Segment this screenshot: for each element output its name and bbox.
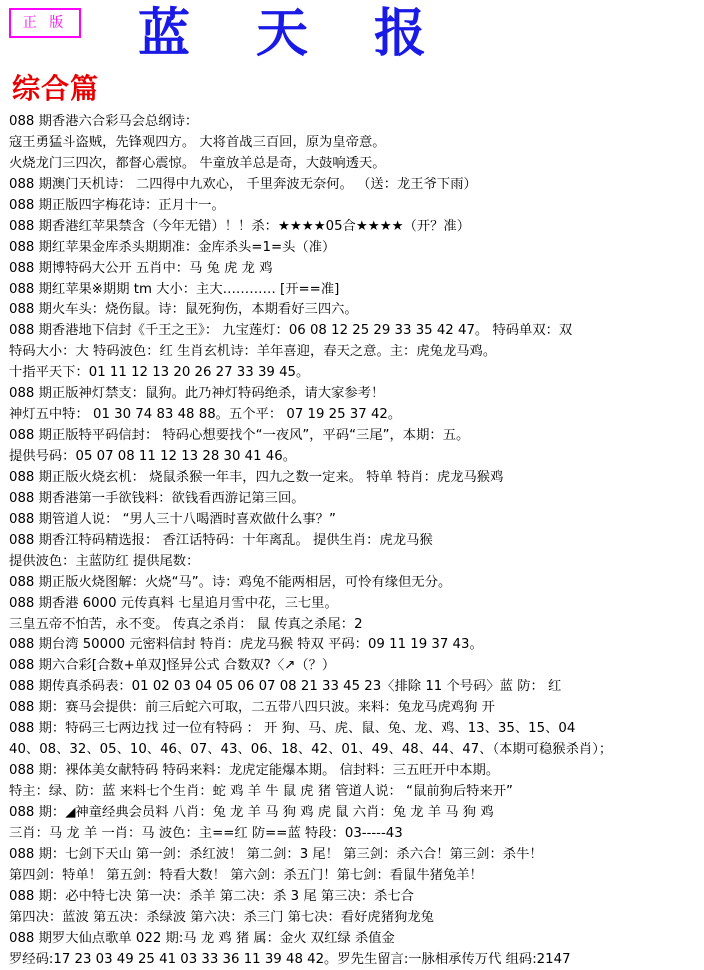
text-line: 火烧龙门三四次，都督心震惊。 牛童放羊总是奇，大鼓响透天。 (9, 154, 699, 175)
text-line: 088 期香港第一手欲钱料：欲钱看西游记第三回。 (9, 489, 699, 510)
text-line: 三肖：马 龙 羊 一肖：马 波色：主==红 防==蓝 特段：03-----43 (9, 824, 699, 845)
text-line: 088 期：赛马会提供：前三后蛇六可取，二五带八四只波。来料：兔龙马虎鸡狗 开 (9, 698, 699, 719)
text-line: 088 期正版特平码信封： 特码心想要找个“一夜风”，平码“三尾”，本期：五。 (9, 426, 699, 447)
text-line: 088 期香港六合彩马会总纲诗： (9, 112, 699, 133)
text-line: 088 期罗大仙点歌单 022 期:马 龙 鸡 猪 属：金火 双红绿 杀值金 (9, 929, 699, 950)
text-line: 088 期正版火烧图解：火烧“马”。诗：鸡兔不能两相居，可怜有缘但无分。 (9, 573, 699, 594)
text-line: 088 期香江特码精选报： 香江话特码：十年离乱。 提供生肖：虎龙马猴 (9, 531, 699, 552)
text-line: 088 期：◢神童经典会员料 八肖：兔 龙 羊 马 狗 鸡 虎 鼠 六肖：兔 龙 羊 马 狗 鸡 (9, 803, 699, 824)
text-line: 40、08、32、05、10、46、07、43、06、18、42、01、49、48、44、47、（本期可稳猴杀肖）； (9, 740, 699, 761)
edition-badge: 正 版 (9, 8, 81, 38)
text-line: 神灯五中特： 01 30 74 83 48 88。五个平： 07 19 25 37 42。 (9, 405, 699, 426)
text-line: 088 期火车头：烧伤鼠。诗：鼠死狗伤，本期看好三四六。 (9, 300, 699, 321)
text-line: 088 期红苹果※期期 tm 大小：主大………… [开==准] (9, 280, 699, 301)
text-line: 088 期香港地下信封《千王之王》： 九宝莲灯：06 08 12 25 29 33 35 42 47。 特码单双：双 (9, 321, 699, 342)
text-line: 特主：绿、防：蓝 来料七个生肖：蛇 鸡 羊 牛 鼠 虎 猪 管道人说： “鼠前狗后特来开” (9, 782, 699, 803)
text-line: 088 期：特码三七两边找 过一位有特码 ： 开 狗、马、虎、鼠、兔、龙、鸡、13、35、15、04 (9, 719, 699, 740)
text-line: 088 期：必中特七决 第一决：杀羊 第二决：杀 3 尾 第三决：杀七合 (9, 887, 699, 908)
text-line: 088 期正版神灯禁支：鼠狗。此乃神灯特码绝杀，请大家参考！ (9, 384, 699, 405)
section-title: 综合篇 (12, 70, 99, 108)
text-line: 特码大小：大 特码波色：红 生肖玄机诗：羊年喜迎，春天之意。主：虎兔龙马鸡。 (9, 342, 699, 363)
text-line: 第四剑：特单！ 第五剑：特看大数！ 第六剑：杀五门！第七剑：看鼠牛猪兔羊！ (9, 866, 699, 887)
text-line: 088 期传真杀码表：01 02 03 04 05 06 07 08 21 33 45 23〈排除 11 个号码〉蓝 防： 红 (9, 677, 699, 698)
text-line: 088 期台湾 50000 元密料信封 特肖：虎龙马猴 特双 平码：09 11 19 37 43。 (9, 635, 699, 656)
text-line: 088 期红苹果金库杀头期期准：金库杀头=1=头（准） (9, 238, 699, 259)
text-line: 第四决：蓝波 第五决：杀绿波 第六决：杀三门 第七决：看好虎猪狗龙兔 (9, 908, 699, 929)
text-line: 088 期：七剑下天山 第一剑：杀红波！ 第二剑：3 尾！ 第三剑：杀六合！第三剑：杀牛！ (9, 845, 699, 866)
text-line: 十指平天下：01 11 12 13 20 26 27 33 39 45。 (9, 363, 699, 384)
text-line: 088 期正版火烧玄机： 烧鼠杀猴一年丰，四九之数一定来。 特单 特肖：虎龙马猴鸡 (9, 468, 699, 489)
text-line: 088 期管道人说： “男人三十八喝酒时喜欢做什么事？” (9, 510, 699, 531)
text-line: 088 期正版四字梅花诗：正月十一。 (9, 196, 699, 217)
text-line: 088 期六合彩[合数+单双]怪异公式 合数双?〈↗（？） (9, 656, 699, 677)
text-line: 088 期香港红苹果禁含（今年无错）！！杀：★★★★05合★★★★（开？准） (9, 217, 699, 238)
text-line: 三皇五帝不怕苦，永不变。 传真之杀肖： 鼠 传真之杀尾：2 (9, 615, 699, 636)
text-line: 088 期：裸体美女献特码 特码来料：龙虎定能爆本期。 信封料：三五旺开中本期。 (9, 761, 699, 782)
text-line: 提供波色：主蓝防红 提供尾数： (9, 552, 699, 573)
content-lines (9, 112, 699, 970)
text-line: 088 期澳门天机诗： 二四得中九欢心， 千里奔波无奈何。 （送：龙王爷下雨） (9, 175, 699, 196)
text-line: 寇王勇猛斗盗贼，先锋观四方。 大将首战三百回，原为皇帝意。 (9, 133, 699, 154)
text-line: 罗经码:17 23 03 49 25 41 03 33 36 11 39 48 42。罗先生留言:一脉相承传万代 组码:2147 (9, 950, 699, 970)
text-line: 088 期博特码大公开 五肖中：马 兔 虎 龙 鸡 (9, 259, 699, 280)
text-line: 088 期香港 6000 元传真料 七星追月雪中花，三七里。 (9, 594, 699, 615)
text-line: 提供号码：05 07 08 11 12 13 28 30 41 46。 (9, 447, 699, 468)
masthead-title: 蓝天报 (138, 2, 492, 66)
